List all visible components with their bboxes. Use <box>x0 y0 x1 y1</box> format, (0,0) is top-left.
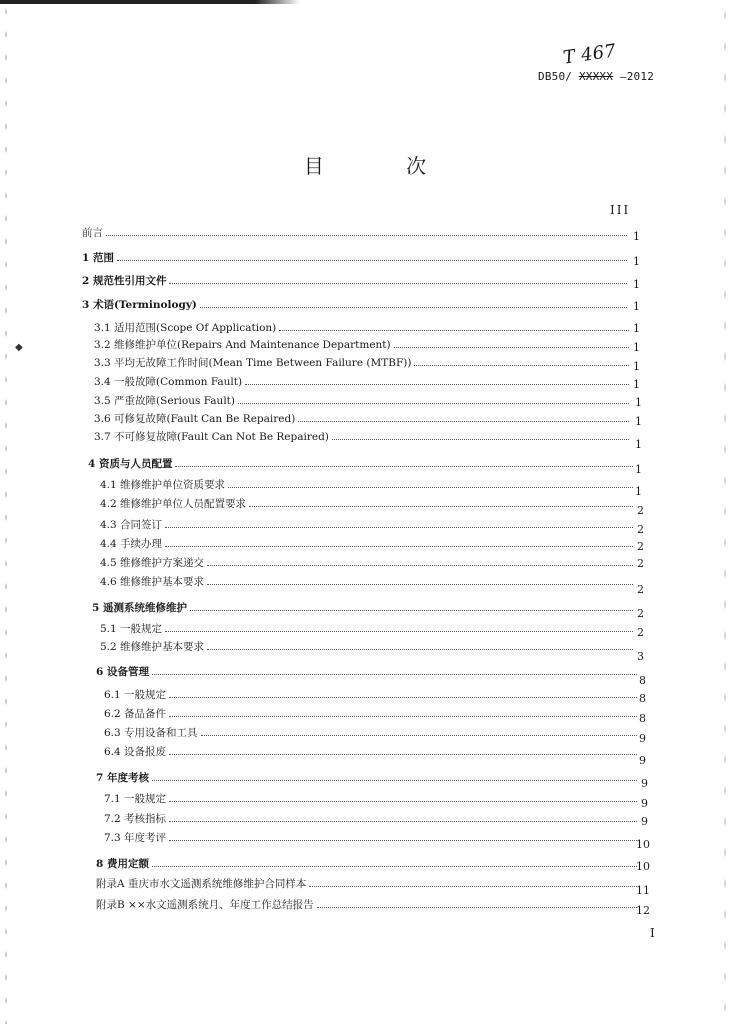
toc-entry-label: 7.2 考核指标 <box>104 813 167 825</box>
toc-leader-dots <box>190 602 633 611</box>
toc-entry-label: 3.4 一般故障(Common Fault) <box>94 376 243 388</box>
toc-leader-dots <box>298 413 629 422</box>
toc-entry <box>82 250 630 265</box>
toc-page-number: 9 <box>641 815 648 828</box>
toc-leader-dots <box>201 727 637 736</box>
toc-entry-label: 5.2 维修维护基本要求 <box>100 641 205 653</box>
toc-entry-label: 7.1 一般规定 <box>104 793 167 805</box>
toc-page-number: 2 <box>637 626 644 639</box>
toc-leader-dots <box>169 275 627 284</box>
toc-entry-label: 3.1 适用范围(Scope Of Application) <box>94 322 277 334</box>
toc-entry <box>100 517 636 532</box>
toc-page-number: 2 <box>637 583 644 596</box>
toc-entry-label: 4.5 维修维护方案递交 <box>100 557 205 569</box>
toc-leader-dots <box>152 772 637 781</box>
toc-entry <box>104 687 640 702</box>
toc-leader-dots <box>207 641 633 650</box>
toc-entry <box>94 320 632 335</box>
toc-page-number: 1 <box>635 415 642 428</box>
toc-entry <box>94 355 632 370</box>
toc-page-number: 2 <box>637 540 644 553</box>
toc-leader-dots <box>165 623 633 632</box>
toc-page-number: 2 <box>637 557 644 570</box>
toc-entry <box>100 536 636 551</box>
toc-entry-label: 6.1 一般规定 <box>104 689 167 701</box>
toc-entry-label: 5.1 一般规定 <box>100 623 163 635</box>
toc-entry <box>82 225 630 240</box>
toc-leader-dots <box>245 376 629 385</box>
toc-entry-label: 6.4 设备报废 <box>104 746 167 758</box>
doc-code-struck: XXXXX <box>578 70 614 83</box>
toc-entry <box>104 706 640 721</box>
toc-leader-dots <box>394 339 629 348</box>
toc-leader-dots <box>175 458 633 467</box>
toc-page-number: 1 <box>635 396 642 409</box>
toc-entry <box>92 600 636 615</box>
toc-title: 目 次 <box>303 154 465 178</box>
toc-page-number: 2 <box>637 523 644 536</box>
toc-entry <box>96 897 640 912</box>
toc-leader-dots <box>117 252 627 261</box>
handwritten-note: T 467 <box>561 40 618 69</box>
toc-page-number: 2 <box>637 607 644 620</box>
toc-leader-dots <box>249 498 633 507</box>
toc-leader-dots <box>309 878 637 887</box>
toc-leader-dots <box>228 479 633 488</box>
footer-page-number: I <box>650 926 655 940</box>
toc-entry <box>104 791 640 806</box>
toc-page-number: 1 <box>633 300 640 313</box>
toc-leader-dots <box>165 538 633 547</box>
margin-mark-icon: ◆ <box>15 342 23 353</box>
toc-leader-dots <box>169 689 637 698</box>
toc-page-number: 1 <box>633 322 640 335</box>
toc-leader-dots <box>152 666 637 675</box>
toc-entry <box>104 725 640 740</box>
toc-leader-dots <box>169 832 637 841</box>
toc-entry-label: 8 费用定额 <box>96 858 149 870</box>
toc-entry-label: 3 术语(Terminology) <box>82 299 197 311</box>
toc-entry-label: 3.6 可修复故障(Fault Can Be Repaired) <box>94 413 296 425</box>
toc-page-number: 1 <box>635 463 642 476</box>
toc-page-number: 9 <box>641 777 648 790</box>
toc-leader-dots <box>207 576 633 585</box>
toc-entry-label: 前言 <box>82 227 103 239</box>
toc-leader-dots <box>238 395 629 404</box>
toc-page-number: 9 <box>641 797 648 810</box>
toc-leader-dots <box>279 322 629 331</box>
toc-entry-label: 4 资质与人员配置 <box>88 458 173 470</box>
toc-leader-dots <box>200 299 627 308</box>
scan-top-rule <box>0 0 300 4</box>
document-code <box>538 40 655 83</box>
toc-entry-label: 4.4 手续办理 <box>100 538 163 550</box>
toc-entry <box>100 477 636 492</box>
toc-entry <box>82 297 630 312</box>
toc-entry <box>88 456 636 471</box>
toc-entry <box>104 811 640 826</box>
toc-page-number: 1 <box>633 341 640 354</box>
toc-entry-label: 2 规范性引用文件 <box>82 275 167 287</box>
toc-page-number: 1 <box>635 485 642 498</box>
toc-page-number: 11 <box>636 884 650 897</box>
toc-entry-label: 4.6 维修维护基本要求 <box>100 576 205 588</box>
toc-page-number: 12 <box>636 904 650 917</box>
toc-entry <box>100 574 636 589</box>
toc-page-number: 1 <box>633 360 640 373</box>
toc-entry <box>94 411 632 426</box>
toc-leader-dots <box>152 858 637 867</box>
toc-entry-label: 4.1 维修维护单位资质要求 <box>100 479 226 491</box>
toc-leader-dots <box>207 557 633 566</box>
doc-code-prefix: DB50/ <box>538 70 573 83</box>
toc-roman-page: III <box>610 203 631 217</box>
toc-leader-dots <box>106 227 627 236</box>
toc-page-number: 9 <box>639 732 646 745</box>
toc-entry <box>100 639 636 654</box>
toc-entry-label: 5 遥测系统维修维护 <box>92 602 187 614</box>
toc-entry <box>94 393 632 408</box>
toc-entry-label: 附录B ××水文遥测系统月、年度工作总结报告 <box>96 899 314 911</box>
toc-entry-label: 7.3 年度考评 <box>104 832 167 844</box>
toc-entry-label: 3.7 不可修复故障(Fault Can Not Be Repaired) <box>94 431 329 443</box>
toc-page-number: 9 <box>639 754 646 767</box>
toc-entry <box>94 337 632 352</box>
toc-leader-dots <box>169 813 637 822</box>
toc-page-number: 1 <box>633 378 640 391</box>
toc-leader-dots <box>169 793 637 802</box>
toc-entry <box>96 876 640 891</box>
toc-entry-label: 7 年度考核 <box>96 772 149 784</box>
toc-entry <box>104 744 640 759</box>
toc-entry <box>96 770 640 785</box>
toc-entry <box>100 555 636 570</box>
toc-page-number: 8 <box>639 674 646 687</box>
toc-entry-label: 附录A 重庆市水文遥测系统维修维护合同样本 <box>96 878 307 890</box>
toc-entry-label: 6.2 备品备件 <box>104 708 167 720</box>
toc-page-number: 3 <box>637 650 644 663</box>
toc-page-number: 1 <box>633 278 640 291</box>
toc-page-number: 10 <box>636 860 650 873</box>
toc-page-number: 10 <box>636 838 650 851</box>
toc-page-number: 1 <box>633 255 640 268</box>
toc-entry <box>100 496 636 511</box>
toc-entry-label: 3.2 维修维护单位(Repairs And Maintenance Department) <box>94 339 391 351</box>
toc-entry-label: 4.2 维修维护单位人员配置要求 <box>100 498 247 510</box>
toc-entry-label: 3.3 平均无故障工作时间(Mean Time Between Failure (MTBF)) <box>94 357 412 369</box>
toc-entry <box>96 856 640 871</box>
toc-leader-dots <box>165 519 633 528</box>
toc-entry <box>94 374 632 389</box>
toc-entry <box>96 664 640 679</box>
toc-page-number: 1 <box>633 230 640 243</box>
toc-entry-label: 4.3 合同签订 <box>100 519 163 531</box>
toc-entry-label: 1 范围 <box>82 252 114 264</box>
toc-page-number: 2 <box>637 504 644 517</box>
toc-entry-label: 3.5 严重故障(Serious Fault) <box>94 395 235 407</box>
toc-leader-dots <box>317 899 637 908</box>
toc-entry <box>104 830 640 845</box>
toc-entry <box>100 621 636 636</box>
toc-leader-dots <box>414 357 629 366</box>
toc-leader-dots <box>169 746 637 755</box>
doc-code-suffix: —2012 <box>619 70 655 83</box>
toc-entry <box>94 429 632 444</box>
toc-entry-label: 6.3 专用设备和工具 <box>104 727 198 739</box>
toc-leader-dots <box>332 431 629 440</box>
toc-page-number: 1 <box>635 438 642 451</box>
toc-page-number: 8 <box>639 712 646 725</box>
toc-page-number: 8 <box>639 692 646 705</box>
toc-leader-dots <box>169 708 637 717</box>
toc-entry-label: 6 设备管理 <box>96 666 149 678</box>
toc-entry <box>82 273 630 288</box>
